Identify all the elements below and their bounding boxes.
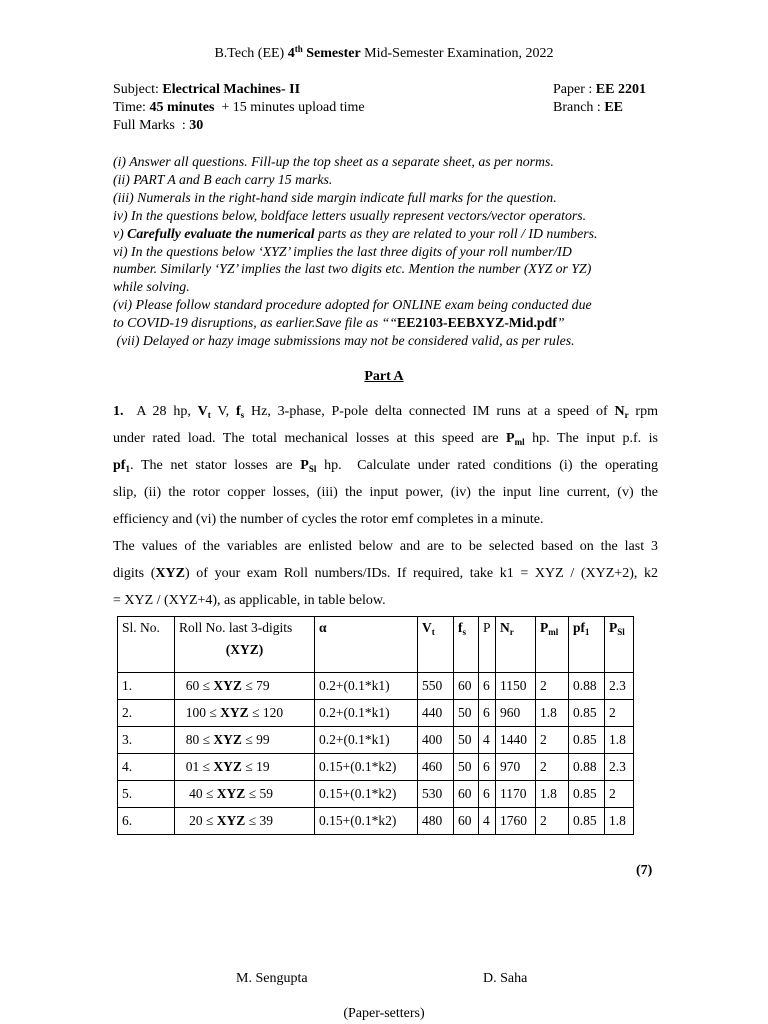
instruction-vii: (vii) Delayed or hazy image submissions may not be considered valid, as per rules. xyxy=(113,333,575,349)
paper-setters-label: (Paper-setters) xyxy=(343,1006,425,1021)
cell-roll-xyz: XYZ xyxy=(220,705,249,720)
cell-nr: 960 xyxy=(496,700,536,727)
question-line-2 xyxy=(113,425,658,452)
cell-psl: 1.8 xyxy=(605,727,634,754)
cell-fs: 60 xyxy=(454,808,479,835)
cell-pf1: 0.88 xyxy=(569,754,605,781)
q-text: digits ( xyxy=(113,566,156,581)
setter-2: D. Saha xyxy=(483,971,528,986)
cell-vt: 440 xyxy=(418,700,454,727)
question-line-8: = XYZ / (XYZ+4), as applicable, in table below. xyxy=(113,593,386,608)
cell-alpha: 0.2+(0.1*k1) xyxy=(315,673,418,700)
marks-label: Full Marks : xyxy=(113,118,190,133)
branch-line xyxy=(553,100,623,116)
time-label: Time: xyxy=(113,100,150,115)
var-psl-sub: Sl xyxy=(308,464,317,474)
branch-label: Branch : xyxy=(553,100,605,115)
variables-table xyxy=(117,616,634,835)
cell-fs: 50 xyxy=(454,754,479,781)
cell-pml: 2 xyxy=(536,808,569,835)
var-nr: N xyxy=(614,404,625,419)
cell-roll xyxy=(175,808,315,835)
col-nr xyxy=(496,617,536,673)
paper-line xyxy=(553,82,646,98)
q-text: A 28 hp, xyxy=(123,404,198,419)
semester-number: 4 xyxy=(287,46,295,61)
cell-pml: 2 xyxy=(536,754,569,781)
col-vt xyxy=(418,617,454,673)
var-nr-sub: r xyxy=(624,410,629,420)
cell-pml: 1.8 xyxy=(536,700,569,727)
question-marks xyxy=(636,863,652,879)
branch-value: EE xyxy=(604,100,624,115)
col-pf1-label: pf xyxy=(573,620,586,635)
q-text: hp. The input p.f. is xyxy=(524,431,658,446)
file-name: EE2103-EEBXYZ-Mid.pdf xyxy=(397,315,557,331)
exam-header xyxy=(0,46,768,62)
marks-text: (7) xyxy=(636,863,653,878)
cell-roll-hi: ≤ 19 xyxy=(241,759,270,774)
instruction-vi2-prefix: to COVID-19 disruptions, as earlier.Save file as ““ xyxy=(113,315,397,331)
table-row xyxy=(118,781,634,808)
cell-roll-lo: 60 ≤ xyxy=(185,678,214,693)
table-row xyxy=(118,727,634,754)
var-pml-sub: ml xyxy=(514,437,525,447)
cell-p: 4 xyxy=(479,808,496,835)
q-text: ) of your exam Roll numbers/IDs. If required, take k1 = XYZ / (XYZ+2), k2 xyxy=(184,566,659,581)
cell-pml: 2 xyxy=(536,673,569,700)
cell-alpha: 0.2+(0.1*k1) xyxy=(315,727,418,754)
instruction-v xyxy=(113,225,653,243)
cell-sl: 1. xyxy=(118,673,175,700)
col-alpha-label: α xyxy=(319,620,327,635)
col-fs-label: f xyxy=(458,620,463,635)
marks-value: 30 xyxy=(189,118,204,133)
col-pf1-sub: 1 xyxy=(585,627,590,637)
var-pml: P xyxy=(506,431,515,446)
col-nr-label: N xyxy=(500,620,510,635)
cell-roll-hi: ≤ 59 xyxy=(245,786,273,801)
question-1 xyxy=(113,398,658,614)
col-psl-sub: Sl xyxy=(617,627,625,637)
question-line-5: efficiency and (vi) the number of cycles the rotor emf completes in a minute. xyxy=(113,512,544,527)
cell-roll-lo: 80 ≤ xyxy=(185,732,214,747)
instruction-iv: iv) In the questions below, boldface letters usually represent vectors/vector operators. xyxy=(113,207,587,223)
cell-fs: 50 xyxy=(454,727,479,754)
cell-nr: 970 xyxy=(496,754,536,781)
col-sl xyxy=(118,617,175,673)
cell-p: 6 xyxy=(479,673,496,700)
subject-value: Electrical Machines- II xyxy=(162,82,301,97)
table-row xyxy=(118,673,634,700)
var-pf1-sub: 1 xyxy=(125,464,130,474)
question-line-4: slip, (ii) the rotor copper losses, (iii) the input power, (iv) the input line current, (v) the xyxy=(113,485,658,500)
cell-roll-hi: ≤ 79 xyxy=(241,678,270,693)
cell-roll-xyz: XYZ xyxy=(213,759,242,774)
col-nr-sub: r xyxy=(509,627,514,637)
full-marks-line xyxy=(113,118,203,134)
col-fs-sub: s xyxy=(462,627,467,637)
q-text: Hz, 3-phase, P-pole delta connected IM runs at a speed of xyxy=(244,404,615,419)
cell-vt: 530 xyxy=(418,781,454,808)
cell-sl: 2. xyxy=(118,700,175,727)
part-title-text: Part A xyxy=(364,369,404,384)
var-fs: f xyxy=(236,404,241,419)
col-p-label: P xyxy=(483,620,491,635)
paper-value: EE 2201 xyxy=(595,82,646,97)
q-text: . The net stator losses are xyxy=(129,458,301,473)
instruction-ii: (ii) PART A and B each carry 15 marks. xyxy=(113,171,333,187)
setter-1: M. Sengupta xyxy=(236,971,308,986)
q-text: rpm xyxy=(628,404,658,419)
q-text: under rated load. The total mechanical losses at this speed are xyxy=(113,431,507,446)
instruction-v-rest: parts as they are related to your roll / ID numbers. xyxy=(314,225,598,241)
col-pml xyxy=(536,617,569,673)
cell-pml: 2 xyxy=(536,727,569,754)
cell-nr: 1150 xyxy=(496,673,536,700)
col-roll-label: Roll No. last 3-digits xyxy=(179,620,293,635)
var-pf1: pf xyxy=(113,458,126,473)
cell-p: 6 xyxy=(479,754,496,781)
cell-p: 6 xyxy=(479,700,496,727)
instruction-iii: (iii) Numerals in the right-hand side margin indicate full marks for the question. xyxy=(113,189,557,205)
cell-vt: 550 xyxy=(418,673,454,700)
cell-roll-hi: ≤ 120 xyxy=(248,705,284,720)
instruction-vi-line3: while solving. xyxy=(113,279,190,295)
cell-roll-hi: ≤ 39 xyxy=(245,813,273,828)
cell-roll-xyz: XYZ xyxy=(213,732,242,747)
cell-psl: 2.3 xyxy=(605,754,634,781)
col-fs xyxy=(454,617,479,673)
col-pml-sub: ml xyxy=(548,627,559,637)
col-p xyxy=(479,617,496,673)
cell-sl: 5. xyxy=(118,781,175,808)
cell-roll-xyz: XYZ xyxy=(216,786,246,801)
col-roll xyxy=(175,617,315,673)
table-header-row xyxy=(118,617,634,673)
col-psl-label: P xyxy=(609,620,618,635)
table-row xyxy=(118,808,634,835)
col-pml-label: P xyxy=(540,620,549,635)
cell-roll-xyz: XYZ xyxy=(216,813,246,828)
cell-roll-lo: 100 ≤ xyxy=(185,705,221,720)
cell-fs: 60 xyxy=(454,781,479,808)
cell-vt: 400 xyxy=(418,727,454,754)
var-fs-sub: s xyxy=(240,410,245,420)
cell-roll-lo: 40 ≤ xyxy=(185,786,217,801)
cell-roll-xyz: XYZ xyxy=(213,678,242,693)
question-line-3 xyxy=(113,452,658,479)
instruction-vi2-suffix: ” xyxy=(556,315,565,331)
xyz-bold: XYZ xyxy=(155,566,185,581)
cell-sl: 3. xyxy=(118,727,175,754)
exam-name: Mid-Semester Examination, 2022 xyxy=(360,46,554,61)
cell-p: 4 xyxy=(479,727,496,754)
cell-nr: 1760 xyxy=(496,808,536,835)
cell-p: 6 xyxy=(479,781,496,808)
cell-alpha: 0.15+(0.1*k2) xyxy=(315,754,418,781)
semester-suffix: th xyxy=(294,44,303,54)
instruction-vi-line2: number. Similarly ‘YZ’ implies the last two digits etc. Mention the number (XYZ or YZ) xyxy=(113,261,592,277)
var-vt-sub: t xyxy=(207,410,211,420)
col-pf1 xyxy=(569,617,605,673)
cell-nr: 1170 xyxy=(496,781,536,808)
col-psl xyxy=(605,617,634,673)
cell-vt: 460 xyxy=(418,754,454,781)
q-text: V, xyxy=(210,404,236,419)
cell-psl: 2 xyxy=(605,781,634,808)
cell-sl: 4. xyxy=(118,754,175,781)
cell-roll xyxy=(175,781,315,808)
paper-label: Paper : xyxy=(553,82,596,97)
part-title xyxy=(0,369,768,385)
col-roll-xyz: (XYZ) xyxy=(225,642,264,657)
cell-psl: 2.3 xyxy=(605,673,634,700)
cell-pf1: 0.85 xyxy=(569,727,605,754)
semester-word: Semester xyxy=(302,46,361,61)
subject-line xyxy=(113,82,300,98)
col-vt-sub: t xyxy=(431,627,435,637)
col-vt-label: V xyxy=(422,620,432,635)
time-line xyxy=(113,100,365,116)
cell-pf1: 0.88 xyxy=(569,673,605,700)
table-row xyxy=(118,754,634,781)
cell-roll xyxy=(175,673,315,700)
cell-alpha: 0.2+(0.1*k1) xyxy=(315,700,418,727)
cell-fs: 50 xyxy=(454,700,479,727)
cell-vt: 480 xyxy=(418,808,454,835)
instruction-vi2-line2 xyxy=(113,314,653,332)
cell-pml: 1.8 xyxy=(536,781,569,808)
instruction-v-prefix: v) xyxy=(113,225,128,241)
q-text: hp. Calculate under rated conditions (i) the operating xyxy=(316,458,658,473)
cell-psl: 2 xyxy=(605,700,634,727)
var-vt: V xyxy=(197,404,208,419)
cell-roll-hi: ≤ 99 xyxy=(241,732,270,747)
cell-alpha: 0.15+(0.1*k2) xyxy=(315,808,418,835)
instruction-i: (i) Answer all questions. Fill-up the top sheet as a separate sheet, as per norms. xyxy=(113,154,554,169)
time-extra: + 15 minutes upload time xyxy=(214,100,365,115)
cell-roll xyxy=(175,727,315,754)
cell-roll xyxy=(175,700,315,727)
cell-psl: 1.8 xyxy=(605,808,634,835)
table-row xyxy=(118,700,634,727)
cell-roll xyxy=(175,754,315,781)
time-value: 45 minutes xyxy=(149,100,215,115)
instruction-vi2-line1: (vi) Please follow standard procedure adopted for ONLINE exam being conducted due xyxy=(113,297,592,313)
question-number: 1. xyxy=(113,404,124,419)
instructions xyxy=(113,153,653,350)
cell-nr: 1440 xyxy=(496,727,536,754)
cell-alpha: 0.15+(0.1*k2) xyxy=(315,781,418,808)
cell-roll-lo: 20 ≤ xyxy=(185,813,217,828)
instruction-vi-line1: vi) In the questions below ‘XYZ’ implies the last three digits of your roll number/ID xyxy=(113,243,572,259)
instruction-v-bold: Carefully evaluate the numerical xyxy=(127,225,315,241)
course-label: B.Tech (EE) xyxy=(214,46,288,61)
subject-label: Subject: xyxy=(113,82,163,97)
question-line-7 xyxy=(113,560,658,587)
cell-pf1: 0.85 xyxy=(569,700,605,727)
var-psl: P xyxy=(300,458,309,473)
cell-roll-lo: 01 ≤ xyxy=(185,759,214,774)
cell-pf1: 0.85 xyxy=(569,781,605,808)
question-line-1 xyxy=(113,398,658,425)
col-alpha xyxy=(315,617,418,673)
cell-sl: 6. xyxy=(118,808,175,835)
cell-pf1: 0.85 xyxy=(569,808,605,835)
cell-fs: 60 xyxy=(454,673,479,700)
question-line-6: The values of the variables are enlisted below and are to be selected based on the last 3 xyxy=(113,539,658,554)
col-sl-label: Sl. No. xyxy=(122,620,160,635)
